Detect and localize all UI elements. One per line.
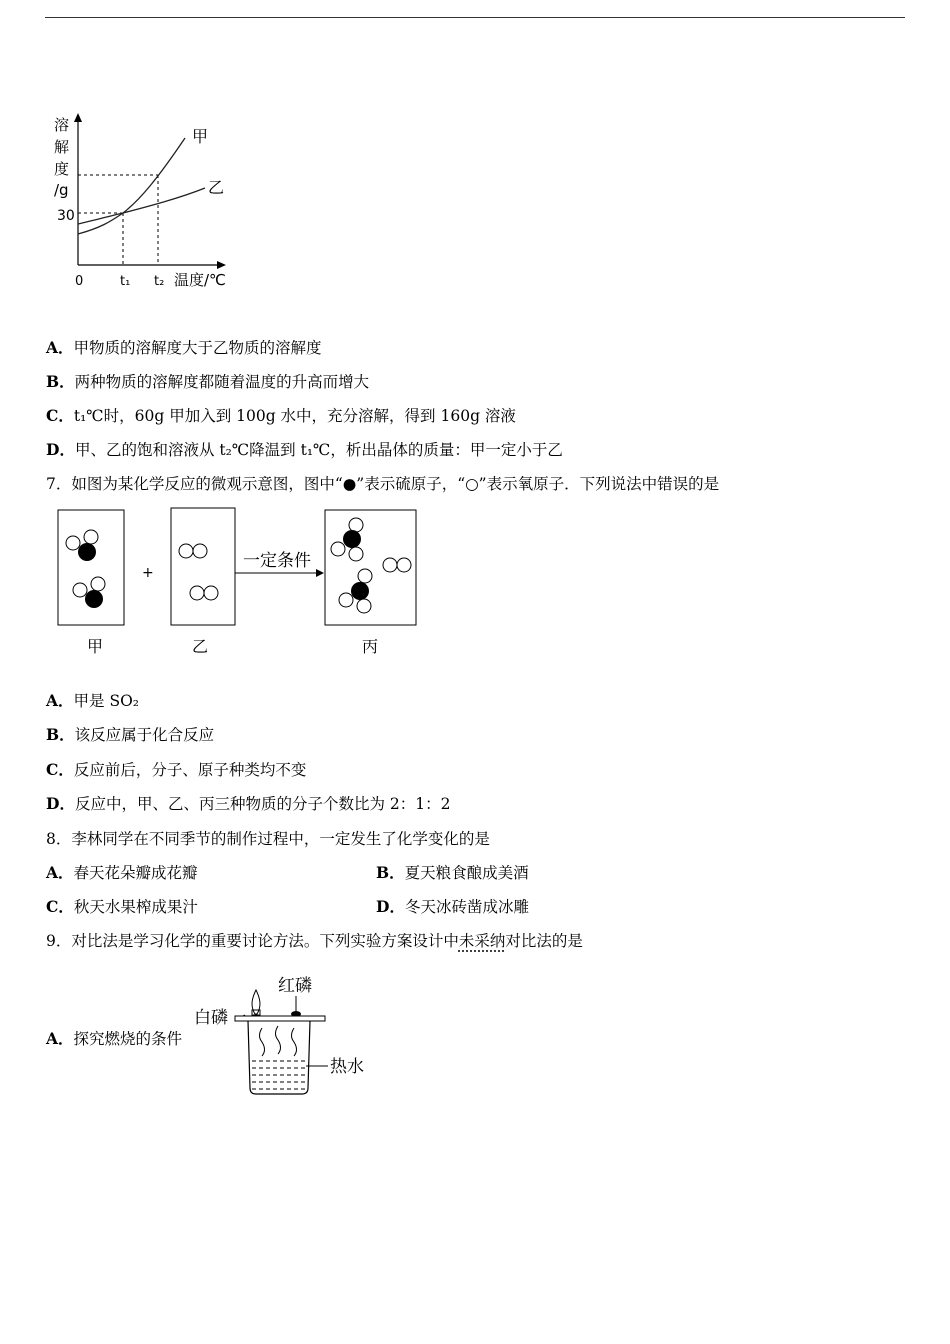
q6-option-d: D．甲、乙的饱和溶液从 t₂℃降温到 t₁℃，析出晶体的质量：甲一定小于乙 bbox=[46, 440, 563, 459]
q6-option-c: C．t₁℃时，60g 甲加入到 100g 水中，充分溶解，得到 160g 溶液 bbox=[46, 406, 516, 425]
series-yi-curve bbox=[78, 188, 205, 224]
q8-option-b: B．夏天粮食酿成美酒 bbox=[376, 863, 529, 882]
x-tick-0: 0 bbox=[75, 274, 84, 289]
q8-option-c: C．秋天水果榨成果汁 bbox=[46, 897, 198, 916]
x-axis-arrow bbox=[217, 261, 226, 269]
q9-emphasis: 未采纳 bbox=[458, 932, 506, 950]
label-yi: 乙 bbox=[192, 637, 209, 656]
ylabel-char-1: 溶 bbox=[54, 116, 70, 134]
q9-option-a: A．探究燃烧的条件 bbox=[46, 1029, 183, 1048]
q6-option-a: A．甲物质的溶解度大于乙物质的溶解度 bbox=[46, 338, 322, 357]
plus-sign: + bbox=[142, 565, 154, 581]
label-red-phosphorus: 红磷 bbox=[278, 976, 312, 996]
q8-option-d: D．冬天冰砖凿成冰雕 bbox=[376, 897, 529, 916]
q7-option-c: C．反应前后，分子、原子种类均不变 bbox=[46, 760, 307, 779]
q7-option-a: A．甲是 SO₂ bbox=[46, 691, 139, 710]
q7-option-d: D．反应中，甲、乙、丙三种物质的分子个数比为 2：1：2 bbox=[46, 794, 451, 813]
beaker bbox=[248, 1021, 310, 1094]
header-rule bbox=[45, 17, 905, 18]
series-jia-label: 甲 bbox=[192, 127, 209, 146]
y-tick-30: 30 bbox=[57, 208, 75, 224]
q6-option-b: B．两种物质的溶解度都随着温度的升高而增大 bbox=[46, 372, 370, 391]
label-bing: 丙 bbox=[362, 637, 379, 656]
q7-option-b: B．该反应属于化合反应 bbox=[46, 725, 215, 744]
x-tick-t1: t₁ bbox=[120, 274, 131, 289]
solubility-chart bbox=[50, 110, 250, 300]
q8-stem: 8．李林同学在不同季节的制作过程中，一定发生了化学变化的是 bbox=[46, 830, 490, 848]
box-yi bbox=[171, 508, 235, 625]
arrow-label: 一定条件 bbox=[243, 551, 311, 571]
box-jia bbox=[58, 510, 124, 625]
ylabel-char-3: 度 bbox=[54, 160, 70, 178]
ylabel-char-4: /g bbox=[54, 181, 69, 199]
label-jia: 甲 bbox=[87, 637, 104, 656]
q9-stem: 9．对比法是学习化学的重要讨论方法。下列实验方案设计中未采纳对比法的是 bbox=[46, 932, 583, 950]
q7-stem: 7．如图为某化学反应的微观示意图，图中“●”表示硫原子，“○”表示氧原子．下列说法中错误的是 bbox=[46, 475, 720, 493]
xlabel: 温度/℃ bbox=[174, 271, 226, 289]
x-tick-t2: t₂ bbox=[154, 274, 165, 289]
label-hot-water: 热水 bbox=[330, 1057, 364, 1077]
ylabel-char-2: 解 bbox=[54, 138, 70, 156]
reaction-diagram bbox=[50, 505, 430, 665]
label-white-phosphorus: 白磷 bbox=[194, 1008, 228, 1028]
copper-plate bbox=[235, 1016, 325, 1021]
q8-option-a: A．春天花朵瓣成花瓣 bbox=[46, 863, 198, 882]
y-axis-arrow bbox=[74, 113, 82, 122]
series-yi-label: 乙 bbox=[208, 178, 225, 197]
combustion-diagram bbox=[190, 968, 370, 1103]
